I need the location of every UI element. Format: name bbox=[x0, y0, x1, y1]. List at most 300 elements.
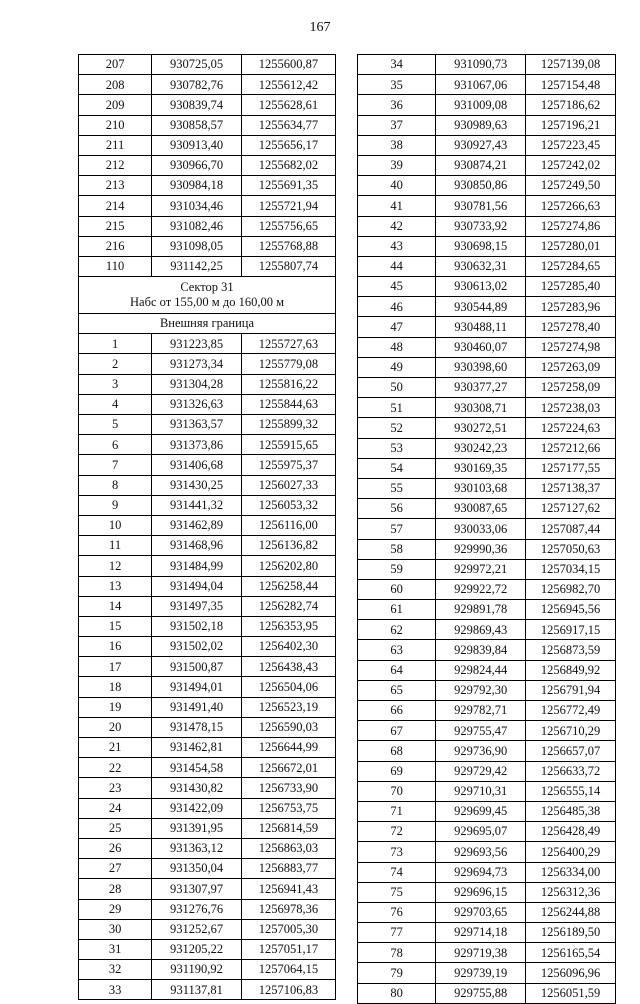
point-number: 49 bbox=[358, 357, 436, 377]
table-row bbox=[79, 677, 336, 697]
table-row bbox=[358, 478, 616, 498]
y-coordinate: 1257242,02 bbox=[526, 155, 616, 175]
point-number: 78 bbox=[358, 943, 436, 963]
x-coordinate: 931494,04 bbox=[152, 576, 242, 596]
point-number: 10 bbox=[79, 515, 152, 535]
table-row bbox=[79, 415, 336, 435]
coordinates-table-right bbox=[357, 54, 616, 1004]
point-number: 38 bbox=[358, 135, 436, 155]
point-number: 211 bbox=[79, 135, 152, 155]
table-row bbox=[79, 697, 336, 717]
y-coordinate: 1256051,59 bbox=[526, 983, 616, 1003]
x-coordinate: 929693,56 bbox=[436, 842, 526, 862]
table-row bbox=[358, 761, 616, 781]
y-coordinate: 1255816,22 bbox=[241, 374, 335, 394]
point-number: 5 bbox=[79, 415, 152, 435]
point-number: 15 bbox=[79, 616, 152, 636]
x-coordinate: 931430,82 bbox=[152, 778, 242, 798]
point-number: 25 bbox=[79, 818, 152, 838]
table-row bbox=[358, 579, 616, 599]
table-row bbox=[358, 660, 616, 680]
y-coordinate: 1257224,63 bbox=[526, 418, 616, 438]
point-number: 41 bbox=[358, 196, 436, 216]
x-coordinate: 931491,40 bbox=[152, 697, 242, 717]
y-coordinate: 1256096,96 bbox=[526, 963, 616, 983]
table-row bbox=[358, 398, 616, 418]
y-coordinate: 1257212,66 bbox=[526, 438, 616, 458]
y-coordinate: 1256165,54 bbox=[526, 943, 616, 963]
y-coordinate: 1257274,98 bbox=[526, 337, 616, 357]
x-coordinate: 929739,19 bbox=[436, 963, 526, 983]
y-coordinate: 1256400,29 bbox=[526, 842, 616, 862]
y-coordinate: 1257266,63 bbox=[526, 196, 616, 216]
table-row bbox=[358, 963, 616, 983]
table-row bbox=[358, 317, 616, 337]
point-number: 46 bbox=[358, 297, 436, 317]
y-coordinate: 1257106,83 bbox=[241, 980, 335, 1000]
x-coordinate: 929922,72 bbox=[436, 579, 526, 599]
x-coordinate: 929839,84 bbox=[436, 640, 526, 660]
y-coordinate: 1255899,32 bbox=[241, 415, 335, 435]
y-coordinate: 1256873,59 bbox=[526, 640, 616, 660]
x-coordinate: 931304,28 bbox=[152, 374, 242, 394]
x-coordinate: 929695,07 bbox=[436, 822, 526, 842]
x-coordinate: 930272,51 bbox=[436, 418, 526, 438]
x-coordinate: 931500,87 bbox=[152, 657, 242, 677]
x-coordinate: 930242,23 bbox=[436, 438, 526, 458]
x-coordinate: 931373,86 bbox=[152, 435, 242, 455]
table-row bbox=[79, 374, 336, 394]
x-coordinate: 931307,97 bbox=[152, 879, 242, 899]
y-coordinate: 1255768,88 bbox=[241, 236, 335, 256]
point-number: 55 bbox=[358, 478, 436, 498]
table-row bbox=[358, 95, 616, 115]
table-row bbox=[79, 637, 336, 657]
point-number: 212 bbox=[79, 155, 152, 175]
point-number: 213 bbox=[79, 176, 152, 196]
table-row bbox=[358, 943, 616, 963]
point-number: 22 bbox=[79, 758, 152, 778]
y-coordinate: 1256555,14 bbox=[526, 781, 616, 801]
table-row bbox=[358, 923, 616, 943]
point-number: 63 bbox=[358, 640, 436, 660]
point-number: 53 bbox=[358, 438, 436, 458]
point-number: 50 bbox=[358, 378, 436, 398]
table-row bbox=[79, 596, 336, 616]
y-coordinate: 1257186,62 bbox=[526, 95, 616, 115]
y-coordinate: 1255612,42 bbox=[241, 75, 335, 95]
y-coordinate: 1257285,40 bbox=[526, 277, 616, 297]
table-row bbox=[358, 55, 616, 75]
x-coordinate: 930169,35 bbox=[436, 458, 526, 478]
x-coordinate: 930781,56 bbox=[436, 196, 526, 216]
point-number: 34 bbox=[358, 55, 436, 75]
x-coordinate: 931497,35 bbox=[152, 596, 242, 616]
y-coordinate: 1256849,92 bbox=[526, 660, 616, 680]
y-coordinate: 1255634,77 bbox=[241, 115, 335, 135]
y-coordinate: 1257278,40 bbox=[526, 317, 616, 337]
sector-subtitle: Набс от 155,00 м до 160,00 м bbox=[130, 295, 284, 310]
point-number: 42 bbox=[358, 216, 436, 236]
table-row bbox=[358, 882, 616, 902]
x-coordinate: 931273,34 bbox=[152, 354, 242, 374]
x-coordinate: 930488,11 bbox=[436, 317, 526, 337]
table-row bbox=[79, 919, 336, 939]
point-number: 72 bbox=[358, 822, 436, 842]
y-coordinate: 1257223,45 bbox=[526, 135, 616, 155]
sector-title-row bbox=[79, 277, 336, 314]
y-coordinate: 1256590,03 bbox=[241, 717, 335, 737]
table-row bbox=[79, 354, 336, 374]
point-number: 73 bbox=[358, 842, 436, 862]
page-number: 167 bbox=[309, 20, 331, 35]
table-row bbox=[358, 640, 616, 660]
x-coordinate: 929869,43 bbox=[436, 620, 526, 640]
x-coordinate: 930782,76 bbox=[152, 75, 242, 95]
table-row bbox=[79, 818, 336, 838]
point-number: 69 bbox=[358, 761, 436, 781]
x-coordinate: 931454,58 bbox=[152, 758, 242, 778]
x-coordinate: 930984,18 bbox=[152, 176, 242, 196]
x-coordinate: 931502,18 bbox=[152, 616, 242, 636]
x-coordinate: 930377,27 bbox=[436, 378, 526, 398]
table-row bbox=[358, 822, 616, 842]
y-coordinate: 1257280,01 bbox=[526, 236, 616, 256]
x-coordinate: 929703,65 bbox=[436, 902, 526, 922]
x-coordinate: 930966,70 bbox=[152, 155, 242, 175]
point-number: 208 bbox=[79, 75, 152, 95]
y-coordinate: 1255721,94 bbox=[241, 196, 335, 216]
table-row bbox=[79, 939, 336, 959]
point-number: 80 bbox=[358, 983, 436, 1003]
y-coordinate: 1256312,36 bbox=[526, 882, 616, 902]
y-coordinate: 1255682,02 bbox=[241, 155, 335, 175]
x-coordinate: 930913,40 bbox=[152, 135, 242, 155]
x-coordinate: 929714,18 bbox=[436, 923, 526, 943]
y-coordinate: 1256883,77 bbox=[241, 859, 335, 879]
table-row bbox=[79, 798, 336, 818]
point-number: 67 bbox=[358, 721, 436, 741]
y-coordinate: 1256438,43 bbox=[241, 657, 335, 677]
x-coordinate: 929710,31 bbox=[436, 781, 526, 801]
table-row bbox=[79, 576, 336, 596]
point-number: 6 bbox=[79, 435, 152, 455]
y-coordinate: 1257258,09 bbox=[526, 378, 616, 398]
point-number: 68 bbox=[358, 741, 436, 761]
point-number: 28 bbox=[79, 879, 152, 899]
y-coordinate: 1255691,35 bbox=[241, 176, 335, 196]
table-row bbox=[358, 357, 616, 377]
y-coordinate: 1256428,49 bbox=[526, 822, 616, 842]
y-coordinate: 1255779,08 bbox=[241, 354, 335, 374]
point-number: 40 bbox=[358, 176, 436, 196]
x-coordinate: 929729,42 bbox=[436, 761, 526, 781]
table-row bbox=[358, 539, 616, 559]
y-coordinate: 1255844,63 bbox=[241, 394, 335, 414]
table-row bbox=[79, 758, 336, 778]
table-row bbox=[79, 435, 336, 455]
x-coordinate: 930874,21 bbox=[436, 155, 526, 175]
x-coordinate: 930033,06 bbox=[436, 519, 526, 539]
x-coordinate: 931494,01 bbox=[152, 677, 242, 697]
y-coordinate: 1256189,50 bbox=[526, 923, 616, 943]
table-row bbox=[358, 75, 616, 95]
point-number: 66 bbox=[358, 701, 436, 721]
y-coordinate: 1257005,30 bbox=[241, 919, 335, 939]
y-coordinate: 1256116,00 bbox=[241, 515, 335, 535]
table-row bbox=[79, 256, 336, 276]
x-coordinate: 930927,43 bbox=[436, 135, 526, 155]
table-row bbox=[358, 559, 616, 579]
point-number: 59 bbox=[358, 559, 436, 579]
point-number: 13 bbox=[79, 576, 152, 596]
x-coordinate: 931205,22 bbox=[152, 939, 242, 959]
y-coordinate: 1256941,43 bbox=[241, 879, 335, 899]
point-number: 19 bbox=[79, 697, 152, 717]
y-coordinate: 1255915,65 bbox=[241, 435, 335, 455]
point-number: 37 bbox=[358, 115, 436, 135]
point-number: 56 bbox=[358, 499, 436, 519]
x-coordinate: 930850,86 bbox=[436, 176, 526, 196]
table-row bbox=[79, 556, 336, 576]
table-row bbox=[79, 899, 336, 919]
table-row bbox=[358, 842, 616, 862]
y-coordinate: 1257034,15 bbox=[526, 559, 616, 579]
point-number: 74 bbox=[358, 862, 436, 882]
point-number: 52 bbox=[358, 418, 436, 438]
point-number: 60 bbox=[358, 579, 436, 599]
y-coordinate: 1256772,49 bbox=[526, 701, 616, 721]
point-number: 110 bbox=[79, 256, 152, 276]
table-row bbox=[358, 680, 616, 700]
point-number: 33 bbox=[79, 980, 152, 1000]
table-row bbox=[358, 236, 616, 256]
point-number: 65 bbox=[358, 680, 436, 700]
x-coordinate: 929782,71 bbox=[436, 701, 526, 721]
table-row bbox=[358, 115, 616, 135]
y-coordinate: 1255756,65 bbox=[241, 216, 335, 236]
table-row bbox=[358, 600, 616, 620]
table-row bbox=[358, 741, 616, 761]
table-row bbox=[79, 75, 336, 95]
sector-title: Сектор 31 bbox=[180, 280, 234, 295]
x-coordinate: 931478,15 bbox=[152, 717, 242, 737]
table-row bbox=[358, 701, 616, 721]
point-number: 26 bbox=[79, 838, 152, 858]
table-row bbox=[79, 536, 336, 556]
x-coordinate: 929719,38 bbox=[436, 943, 526, 963]
table-row bbox=[358, 135, 616, 155]
x-coordinate: 931462,81 bbox=[152, 738, 242, 758]
y-coordinate: 1256978,36 bbox=[241, 899, 335, 919]
table-row bbox=[358, 781, 616, 801]
table-row bbox=[79, 515, 336, 535]
point-number: 214 bbox=[79, 196, 152, 216]
x-coordinate: 931326,63 bbox=[152, 394, 242, 414]
y-coordinate: 1257284,65 bbox=[526, 256, 616, 276]
table-row bbox=[358, 216, 616, 236]
x-coordinate: 931363,57 bbox=[152, 415, 242, 435]
x-coordinate: 930103,68 bbox=[436, 478, 526, 498]
y-coordinate: 1257138,37 bbox=[526, 478, 616, 498]
table-row bbox=[358, 337, 616, 357]
point-number: 58 bbox=[358, 539, 436, 559]
y-coordinate: 1257263,09 bbox=[526, 357, 616, 377]
point-number: 75 bbox=[358, 882, 436, 902]
table-row bbox=[358, 277, 616, 297]
x-coordinate: 929990,36 bbox=[436, 539, 526, 559]
y-coordinate: 1256945,56 bbox=[526, 600, 616, 620]
table-row bbox=[358, 620, 616, 640]
x-coordinate: 931067,06 bbox=[436, 75, 526, 95]
boundary-label-row bbox=[79, 314, 336, 334]
left-table-rows-top bbox=[79, 55, 336, 277]
table-row bbox=[79, 657, 336, 677]
y-coordinate: 1256633,72 bbox=[526, 761, 616, 781]
x-coordinate: 929699,45 bbox=[436, 801, 526, 821]
point-number: 216 bbox=[79, 236, 152, 256]
table-row bbox=[79, 616, 336, 636]
x-coordinate: 931468,96 bbox=[152, 536, 242, 556]
y-coordinate: 1257196,21 bbox=[526, 115, 616, 135]
table-row bbox=[358, 297, 616, 317]
y-coordinate: 1257154,48 bbox=[526, 75, 616, 95]
x-coordinate: 930460,07 bbox=[436, 337, 526, 357]
table-row bbox=[79, 475, 336, 495]
point-number: 23 bbox=[79, 778, 152, 798]
point-number: 209 bbox=[79, 95, 152, 115]
table-row bbox=[358, 418, 616, 438]
y-coordinate: 1257051,17 bbox=[241, 939, 335, 959]
y-coordinate: 1256753,75 bbox=[241, 798, 335, 818]
point-number: 4 bbox=[79, 394, 152, 414]
point-number: 51 bbox=[358, 398, 436, 418]
y-coordinate: 1256136,82 bbox=[241, 536, 335, 556]
table-row bbox=[79, 960, 336, 980]
table-row bbox=[79, 495, 336, 515]
y-coordinate: 1257139,08 bbox=[526, 55, 616, 75]
y-coordinate: 1256733,90 bbox=[241, 778, 335, 798]
x-coordinate: 931430,25 bbox=[152, 475, 242, 495]
table-row bbox=[79, 455, 336, 475]
y-coordinate: 1256710,29 bbox=[526, 721, 616, 741]
y-coordinate: 1256644,99 bbox=[241, 738, 335, 758]
y-coordinate: 1256353,95 bbox=[241, 616, 335, 636]
x-coordinate: 930989,63 bbox=[436, 115, 526, 135]
table-row bbox=[358, 155, 616, 175]
table-row bbox=[358, 721, 616, 741]
table-row bbox=[358, 862, 616, 882]
point-number: 20 bbox=[79, 717, 152, 737]
x-coordinate: 931082,46 bbox=[152, 216, 242, 236]
table-row bbox=[79, 980, 336, 1000]
table-row bbox=[79, 394, 336, 414]
point-number: 32 bbox=[79, 960, 152, 980]
sector-header bbox=[79, 277, 336, 334]
x-coordinate: 930725,05 bbox=[152, 55, 242, 75]
x-coordinate: 930858,57 bbox=[152, 115, 242, 135]
point-number: 1 bbox=[79, 334, 152, 354]
x-coordinate: 931422,09 bbox=[152, 798, 242, 818]
x-coordinate: 929891,78 bbox=[436, 600, 526, 620]
point-number: 24 bbox=[79, 798, 152, 818]
y-coordinate: 1255727,63 bbox=[241, 334, 335, 354]
x-coordinate: 930632,31 bbox=[436, 256, 526, 276]
point-number: 44 bbox=[358, 256, 436, 276]
y-coordinate: 1256917,15 bbox=[526, 620, 616, 640]
point-number: 9 bbox=[79, 495, 152, 515]
table-row bbox=[79, 738, 336, 758]
table-row bbox=[358, 256, 616, 276]
x-coordinate: 929824,44 bbox=[436, 660, 526, 680]
x-coordinate: 931223,85 bbox=[152, 334, 242, 354]
point-number: 57 bbox=[358, 519, 436, 539]
x-coordinate: 929972,21 bbox=[436, 559, 526, 579]
table-row bbox=[79, 778, 336, 798]
y-coordinate: 1257249,50 bbox=[526, 176, 616, 196]
point-number: 210 bbox=[79, 115, 152, 135]
y-coordinate: 1257127,62 bbox=[526, 499, 616, 519]
table-row bbox=[79, 135, 336, 155]
x-coordinate: 931137,81 bbox=[152, 980, 242, 1000]
point-number: 62 bbox=[358, 620, 436, 640]
y-coordinate: 1257177,55 bbox=[526, 458, 616, 478]
point-number: 18 bbox=[79, 677, 152, 697]
point-number: 16 bbox=[79, 637, 152, 657]
table-row bbox=[79, 879, 336, 899]
table-row bbox=[358, 378, 616, 398]
point-number: 76 bbox=[358, 902, 436, 922]
table-row bbox=[79, 55, 336, 75]
point-number: 70 bbox=[358, 781, 436, 801]
table-row bbox=[358, 801, 616, 821]
table-row bbox=[79, 176, 336, 196]
boundary-label: Внешняя граница bbox=[79, 314, 336, 334]
table-row bbox=[79, 717, 336, 737]
point-number: 43 bbox=[358, 236, 436, 256]
point-number: 27 bbox=[79, 859, 152, 879]
point-number: 36 bbox=[358, 95, 436, 115]
y-coordinate: 1256504,06 bbox=[241, 677, 335, 697]
x-coordinate: 930398,60 bbox=[436, 357, 526, 377]
y-coordinate: 1256863,03 bbox=[241, 838, 335, 858]
x-coordinate: 931142,25 bbox=[152, 256, 242, 276]
y-coordinate: 1257274,86 bbox=[526, 216, 616, 236]
y-coordinate: 1256485,38 bbox=[526, 801, 616, 821]
x-coordinate: 930544,89 bbox=[436, 297, 526, 317]
table-row bbox=[79, 196, 336, 216]
table-row bbox=[358, 902, 616, 922]
x-coordinate: 929755,88 bbox=[436, 983, 526, 1003]
y-coordinate: 1256657,07 bbox=[526, 741, 616, 761]
point-number: 61 bbox=[358, 600, 436, 620]
point-number: 35 bbox=[358, 75, 436, 95]
y-coordinate: 1256814,59 bbox=[241, 818, 335, 838]
y-coordinate: 1256027,33 bbox=[241, 475, 335, 495]
right-table-rows bbox=[358, 55, 616, 1004]
sector-title-cell bbox=[79, 277, 336, 314]
y-coordinate: 1257238,03 bbox=[526, 398, 616, 418]
point-number: 8 bbox=[79, 475, 152, 495]
y-coordinate: 1256244,88 bbox=[526, 902, 616, 922]
left-table-rows-bottom bbox=[79, 334, 336, 1000]
point-number: 79 bbox=[358, 963, 436, 983]
y-coordinate: 1257050,63 bbox=[526, 539, 616, 559]
table-row bbox=[79, 155, 336, 175]
x-coordinate: 931391,95 bbox=[152, 818, 242, 838]
table-row bbox=[358, 499, 616, 519]
x-coordinate: 930698,15 bbox=[436, 236, 526, 256]
